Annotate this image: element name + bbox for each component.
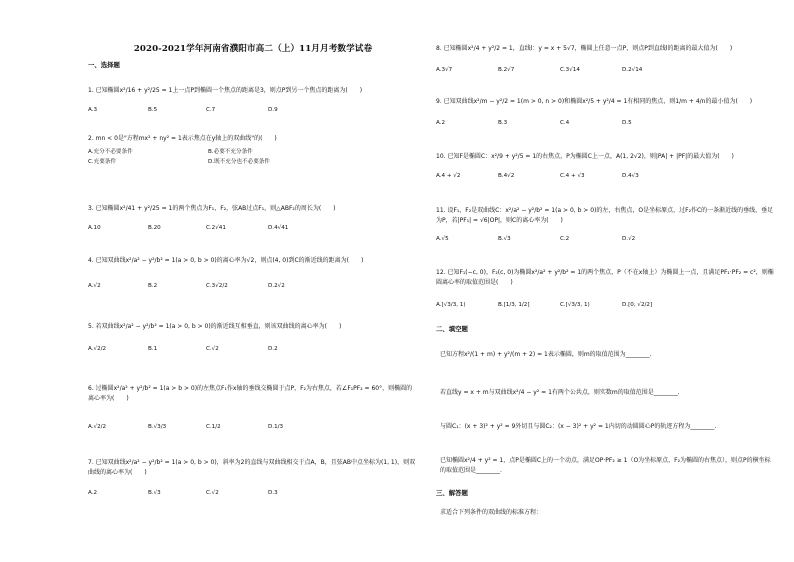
question-3-options (88, 225, 418, 231)
option: A.√2 (88, 283, 101, 289)
question-12-options (436, 302, 776, 308)
question-4-options (88, 283, 418, 289)
question-6-options (88, 424, 418, 430)
question-5: 5. 若双曲线x²/a² − y²/b² = 1(a > 0, b > 0)的渐近线互相垂直，则该双曲线的离心率为( ) (88, 323, 342, 330)
question-2-options (88, 147, 418, 165)
option: D.2√2 (268, 283, 285, 289)
question-8-options (436, 67, 776, 73)
question-6: 6. 过椭圆x²/a² + y²/b² = 1(a > b > 0)的左焦点F₁作x轴的垂线交椭圆于点P，F₂为右焦点，若∠F₁PF₂ = 60°，则椭圆的离心率为( ) (88, 385, 413, 402)
option: C.1/2 (206, 424, 221, 430)
question-11: 11. 设F₁，F₂是双曲线C：x²/a² − y²/b² = 1(a > 0, b > 0)的左，右焦点，O是坐标原点，过F₂作C的一条渐近线的垂线，垂足为P，若|PF₁| = √6|OP|，则C的离心率为( ) (436, 207, 774, 224)
option: B.2 (148, 283, 158, 289)
option: D.5 (622, 120, 632, 126)
question-2: 2. mn < 0是"方程mx² + ny² = 1表示焦点在y轴上的双曲线"的( ) (88, 135, 277, 142)
option: B.[1/3, 1/2] (498, 302, 530, 308)
question-3: 3. 已知椭圆x²/41 + y²/25 = 1的两个焦点为F₁，F₂，弦AB过点F₁，则△ABF₂的周长为( ) (88, 205, 336, 212)
option: D.4√41 (268, 225, 289, 231)
option: B.5 (148, 107, 158, 113)
option: B.√3 (148, 490, 161, 496)
section-fill-heading: 二、填空题 (436, 325, 468, 333)
option: A.3√7 (436, 67, 453, 73)
question-9-options (436, 120, 776, 126)
option: B.√3/3 (148, 424, 167, 430)
question-7-options (88, 490, 418, 496)
fill-question-4: 已知椭圆x²/4 + y² = 1，点P是椭圆C上的一个动点，满足OP·PF₂ ≥ 1（O为坐标原点，F₂为椭圆的右焦点），则点P的横坐标的取值范围是________. (440, 457, 771, 474)
option: C.4 (560, 120, 570, 126)
question-5-options (88, 346, 418, 352)
section-choice-heading: 一、选择题 (88, 61, 120, 69)
option: A.10 (88, 225, 101, 231)
option: D.√2 (622, 236, 636, 242)
fill-question-3: 与圆C₁：(x + 3)² + y² = 9外切且与圆C₂：(x − 3)² + y² = 1内切的动圆圆心P的轨迹方程为________. (440, 423, 717, 430)
question-9: 9. 已知双曲线x²/m − y²/2 = 1(m > 0, n > 0)和椭圆x²/5 + y²/4 = 1有相同的焦点，则1/m + 4/n的最小值为( ) (436, 98, 753, 105)
option: D.[0, √2/2] (622, 302, 653, 308)
option: D.2√14 (622, 67, 643, 73)
option: C.2 (560, 236, 570, 242)
option: B.3 (498, 120, 508, 126)
section-answer-heading: 三、解答题 (436, 489, 468, 497)
question-1: 1. 已知椭圆x²/16 + y²/25 = 1上一点P到椭圆一个焦点的距离是3，则点P到另一个焦点的距离为( ) (88, 87, 363, 94)
option: B.4√2 (498, 173, 515, 179)
fill-question-1: 已知方程x²/(1 + m) + y²/(m + 2) = 1表示椭圆，则m的取值范围为________. (440, 351, 652, 358)
question-10-options (436, 173, 776, 179)
option: C.3√2/2 (206, 283, 228, 289)
option: D.9 (268, 107, 278, 113)
option: C.7 (206, 107, 216, 113)
answer-intro: 求适合下列条件的双曲线的标准方程： (440, 509, 543, 516)
option: A.2 (436, 120, 446, 126)
option: C.2√41 (206, 225, 226, 231)
option: A.充分不必要条件 (88, 149, 133, 155)
question-1-options (88, 107, 418, 113)
option: B.2√7 (498, 67, 515, 73)
question-4: 4. 已知双曲线x²/a² − y²/b² = 1(a > 0, b > 0)的离心率为√2，则点(4, 0)到C的渐近线的距离为( ) (88, 257, 364, 264)
question-7: 7. 已知双曲线x²/a² − y²/b² = 1(a > 0, b > 0)，斜率为2的直线与双曲线相交于点A，B，且弦AB中点坐标为(1, 1)，则双曲线的离心率为( ) (88, 459, 416, 476)
option: A.2 (88, 490, 98, 496)
option: A.√2/2 (88, 424, 107, 430)
question-11-options (436, 236, 776, 242)
option: C.[√3/3, 1) (560, 302, 590, 308)
option: B.20 (148, 225, 161, 231)
option: B.√3 (498, 236, 511, 242)
option: C.√2 (206, 490, 219, 496)
option: A.√5 (436, 236, 449, 242)
option: D.2 (268, 346, 278, 352)
option: C.√2 (206, 346, 219, 352)
option: A.4 + √2 (436, 173, 461, 179)
option: B.1 (148, 346, 158, 352)
option: C.3√14 (560, 67, 580, 73)
option: C.4 + √3 (560, 173, 585, 179)
option: C.充要条件 (88, 159, 117, 165)
option: A.[√3/3, 1) (436, 302, 466, 308)
option: D.4√3 (622, 173, 639, 179)
fill-question-2: 若直线y = x + m与双曲线x²/4 − y² = 1有两个公共点，则实数m的取值范围是________. (440, 389, 680, 396)
question-12: 12. 已知F₁(−c, 0)，F₂(c, 0)为椭圆x²/a² + y²/b² = 1的两个焦点，P（不在x轴上）为椭圆上一点，且满足PF₁·PF₂ = c²，则椭圆离心率的取值范围是( ) (436, 269, 774, 286)
page-title: 2020-2021学年河南省濮阳市高二（上）11月月考数学试卷 (133, 44, 373, 54)
question-8: 8. 已知椭圆x²/4 + y²/2 = 1，直线l：y = x + 5√7，椭圆上任意一点P，则点P到直线l的距离的最大值为( ) (436, 45, 733, 52)
option: B.必要不充分条件 (208, 149, 253, 155)
option: A.3 (88, 107, 98, 113)
option: A.√2/2 (88, 346, 107, 352)
question-10: 10. 已知F是椭圆C：x²/9 + y²/5 = 1的右焦点，P为椭圆C上一点，A(1, 2√2)，则|PA| + |PF|的最大值为( ) (436, 153, 734, 160)
option: D.3 (268, 490, 278, 496)
option: D.既不充分也不必要条件 (208, 159, 271, 165)
option: D.1/3 (268, 424, 284, 430)
